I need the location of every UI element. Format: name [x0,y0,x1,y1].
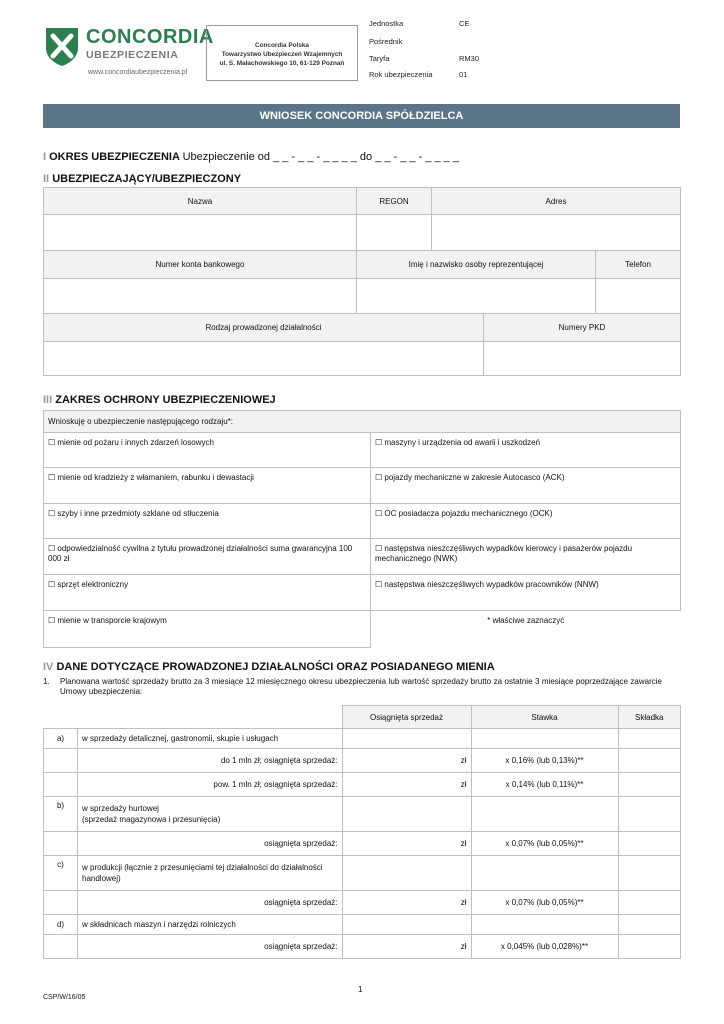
premium-field[interactable] [618,773,681,797]
rate-value [471,915,618,935]
coverage-option[interactable]: ☐ następstwa nieszczęśliwych wypadków kierowcy i pasażerów pojazdu mechanicznego (NWK) [371,539,681,575]
sales-field[interactable] [342,915,471,935]
premium-field[interactable] [618,891,681,915]
col-name-header: Nazwa [44,188,357,215]
row-letter: c) [44,856,78,891]
meta-tariff-value: RM30 [459,54,480,63]
premium-field[interactable] [618,915,681,935]
col-representative-header: Imię i nazwisko osoby reprezentującej [357,251,596,279]
insured-table-3 [43,313,681,376]
meta-year-label: Rok ubezpieczenia [369,70,433,79]
sales-field[interactable]: zł [342,832,471,856]
row-letter: b) [44,797,78,832]
coverage-footnote: * właściwe zaznaczyć [371,611,681,648]
col-address-header: Adres [432,188,681,215]
rate-value: x 0,14% (lub 0,11%)** [471,773,618,797]
row-letter [44,749,78,773]
row-desc: osiągnięta sprzedaż: [78,832,343,856]
meta-tariff-label: Taryfa [369,54,390,63]
rate-value [471,797,618,832]
name-field[interactable] [44,215,357,251]
form-title: WNIOSEK CONCORDIA SPÓŁDZIELCA [43,104,680,128]
meta-unit-label: Jednostka [369,19,404,28]
rate-value: x 0,16% (lub 0,13%)** [471,749,618,773]
row-letter: d) [44,915,78,935]
coverage-option[interactable]: ☐ następstwa nieszczęśliwych wypadków pracowników (NNW) [371,575,681,611]
activity-field[interactable] [44,342,484,376]
col-activity-header: Rodzaj prowadzonej działalności [44,314,484,342]
col-regon-header: REGON [357,188,432,215]
address-field[interactable] [432,215,681,251]
section-2-heading [43,173,241,185]
meta-year-value: 01 [459,70,468,79]
sales-table [43,705,681,959]
sales-field[interactable]: zł [342,935,471,959]
section-2-title: UBEZPIECZAJĄCY/UBEZPIECZONY [52,173,242,185]
bank-account-field[interactable] [44,279,357,314]
coverage-intro: Wnioskuję o ubezpieczenie następującego rodzaju*: [44,411,681,433]
point-text: Planowana wartość sprzedaży brutto za 3 miesiące 12 miesięcznego okresu ubezpieczenia lub wartość sprzedaży brutto za ostatnie 3 miesiące poprzedzające zawarcie Umowy ubezpieczenia: [60,677,662,696]
col-rate-header: Stawka [471,706,618,729]
insured-table-2 [43,250,681,314]
coverage-option[interactable]: ☐ mienie od pożaru i innych zdarzeń losowych [44,433,371,468]
row-desc: w produkcji (łącznie z przesunięciami tej działalności do działalności handlowej) [78,856,343,891]
premium-field[interactable] [618,749,681,773]
section-3-heading [43,394,276,406]
table-row [44,935,681,959]
row-desc: pow. 1 mln zł; osiągnięta sprzedaż: [78,773,343,797]
row-desc: w składnicach maszyn i narzędzi rolniczych [78,915,343,935]
coverage-option[interactable]: ☐ odpowiedzialność cywilna z tytułu prowadzonej działalności suma gwarancyjna 100 000 zł [44,539,371,575]
rate-value [471,729,618,749]
row-desc: w sprzedaży detalicznej, gastronomii, skupie i usługach [78,729,343,749]
section-1-period-text[interactable]: Ubezpieczenie od _ _ - _ _ - _ _ _ _ do _ _ - _ _ - _ _ _ _ [182,151,459,163]
table-row [44,797,681,832]
premium-field[interactable] [618,856,681,891]
row-letter [44,773,78,797]
shield-logo-icon [44,26,80,66]
col-sales-header: Osiągnięta sprzedaż [342,706,471,729]
point-number: 1. [43,677,50,686]
page-number: 1 [358,985,363,994]
sales-field[interactable]: zł [342,773,471,797]
row-letter [44,935,78,959]
row-letter [44,832,78,856]
row-desc: osiągnięta sprzedaż: [78,891,343,915]
coverage-option[interactable]: ☐ OC posiadacza pojazdu mechanicznego (OCK) [371,504,681,539]
rate-value: x 0,07% (lub 0,05%)** [471,891,618,915]
meta-unit-value: CE [459,19,470,28]
concordia-logo [44,26,214,82]
insurer-name-2: Towarzystwo Ubezpieczeń Wzajemnych [221,51,343,58]
row-desc: osiągnięta sprzedaż: [78,935,343,959]
row-desc: w sprzedaży hurtowej (sprzedaż magazynowa i przesunięcia) [78,797,343,832]
section-2-number: II [43,173,50,185]
sales-field[interactable] [342,729,471,749]
coverage-option[interactable]: ☐ mienie od kradzieży z włamaniem, rabunku i dewastacji [44,468,371,504]
premium-field[interactable] [618,832,681,856]
insured-table-1 [43,187,681,251]
table-row [44,832,681,856]
coverage-option[interactable]: ☐ maszyny i urządzenia od awarii i uszkodzeń [371,433,681,468]
col-pkd-header: Numery PKD [484,314,681,342]
coverage-table [43,410,681,648]
rate-value [471,856,618,891]
rate-value: x 0,045% (lub 0,028%)** [471,935,618,959]
representative-field[interactable] [357,279,596,314]
form-code: CSP/W/16/05 [43,994,86,1001]
meta-agent-label: Pośrednik [369,37,403,46]
coverage-option[interactable]: ☐ szyby i inne przedmioty szklane od stłuczenia [44,504,371,539]
coverage-option[interactable]: ☐ sprzęt elektroniczny [44,575,371,611]
coverage-option[interactable]: ☐ pojazdy mechaniczne w zakresie Autocasco (ACK) [371,468,681,504]
insurer-stamp [206,25,358,81]
rate-value: x 0,07% (lub 0,05%)** [471,832,618,856]
row-desc: do 1 mln zł; osiągnięta sprzedaż: [78,749,343,773]
sales-field[interactable]: zł [342,749,471,773]
insurer-name-1: Concordia Polska [255,42,309,49]
section-3-number: III [43,394,53,406]
sales-field[interactable] [342,856,471,891]
section-1-title: OKRES UBEZPIECZENIA [49,151,180,163]
brand-name: CONCORDIA [86,26,214,48]
section-1-heading [43,151,459,163]
table-row [44,773,681,797]
section-4-title: DANE DOTYCZĄCE PROWADZONEJ DZIAŁALNOŚCI ORAZ POSIADANEGO MIENIA [56,661,495,673]
col-premium-header: Składka [618,706,681,729]
brand-subtitle: UBEZPIECZENIA [86,49,179,61]
sales-field[interactable] [342,797,471,832]
table-row [44,749,681,773]
premium-field[interactable] [618,729,681,749]
col-bank-header: Numer konta bankowego [44,251,357,279]
col-phone-header: Telefon [596,251,681,279]
sales-field[interactable]: zł [342,891,471,915]
row-letter [44,891,78,915]
section-3-title: ZAKRES OCHRONY UBEZPIECZENIOWEJ [55,394,276,406]
brand-url[interactable]: www.concordiaubezpieczenia.pl [88,69,188,76]
premium-field[interactable] [618,935,681,959]
coverage-option[interactable]: ☐ mienie w transporcie krajowym [44,611,371,648]
section-4-heading [43,661,495,673]
row-letter: a) [44,729,78,749]
table-row [44,729,681,749]
section-1-number: I [43,151,47,163]
phone-field[interactable] [596,279,681,314]
table-row [44,856,681,891]
pkd-field[interactable] [484,342,681,376]
table-row [44,915,681,935]
premium-field[interactable] [618,797,681,832]
section-4-number: IV [43,661,54,673]
regon-field[interactable] [357,215,432,251]
table-row [44,891,681,915]
insurer-address: ul. S. Małachowskiego 10, 61-129 Poznań [219,60,345,67]
